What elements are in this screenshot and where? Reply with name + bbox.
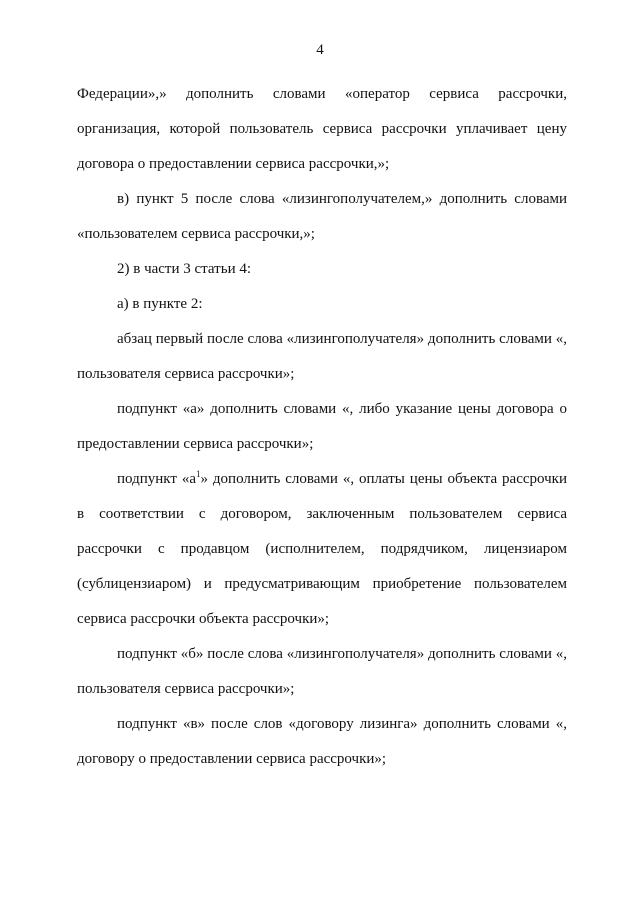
paragraph-subitem-a1 [77,462,567,637]
document-body [77,77,567,777]
paragraph-subitem-a1-pre: подпункт «а [117,471,196,487]
paragraph-item-2-part-3-article-4: 2) в части 3 статьи 4: [117,261,252,277]
paragraph-first-abzac: абзац первый после слова «лизингополучателя» дополнить словами «, пользователя сервиса рассрочки»; [77,331,567,382]
paragraph-subitem-v: подпункт «в» после слов «договору лизинга» дополнить словами «, договору о предоставлении сервиса рассрочки»; [77,716,567,767]
paragraph-subitem-a1-post: » дополнить словами «, оплаты цены объекта рассрочки в соответствии с договором, заключенным пользователем сервиса рассрочки с продавцом (исполнителем, подрядчиком, лицензиаром (сублицензиаром) и предусматривающим приобретение пользователем сервиса рассрочки объекта рассрочки»; [77,471,567,627]
paragraph-item-v-point-5: в) пункт 5 после слова «лизингополучателем,» дополнить словами «пользователем сервиса рассрочки,»; [77,191,567,242]
paragraph-federation-amendment: Федерации»,» дополнить словами «оператор сервиса рассрочки, организация, которой пользователь сервиса рассрочки уплачивает цену договора о предоставлении сервиса рассрочки,»; [77,86,567,172]
superscript-one: 1 [196,469,201,479]
paragraph-subitem-a: подпункт «а» дополнить словами «, либо указание цены договора о предоставлении сервиса рассрочки»; [77,401,567,452]
paragraph-subitem-b: подпункт «б» после слова «лизингополучателя» дополнить словами «, пользователя сервиса рассрочки»; [77,646,567,697]
page-number: 4 [316,42,324,58]
paragraph-item-a-point-2: а) в пункте 2: [117,296,203,312]
